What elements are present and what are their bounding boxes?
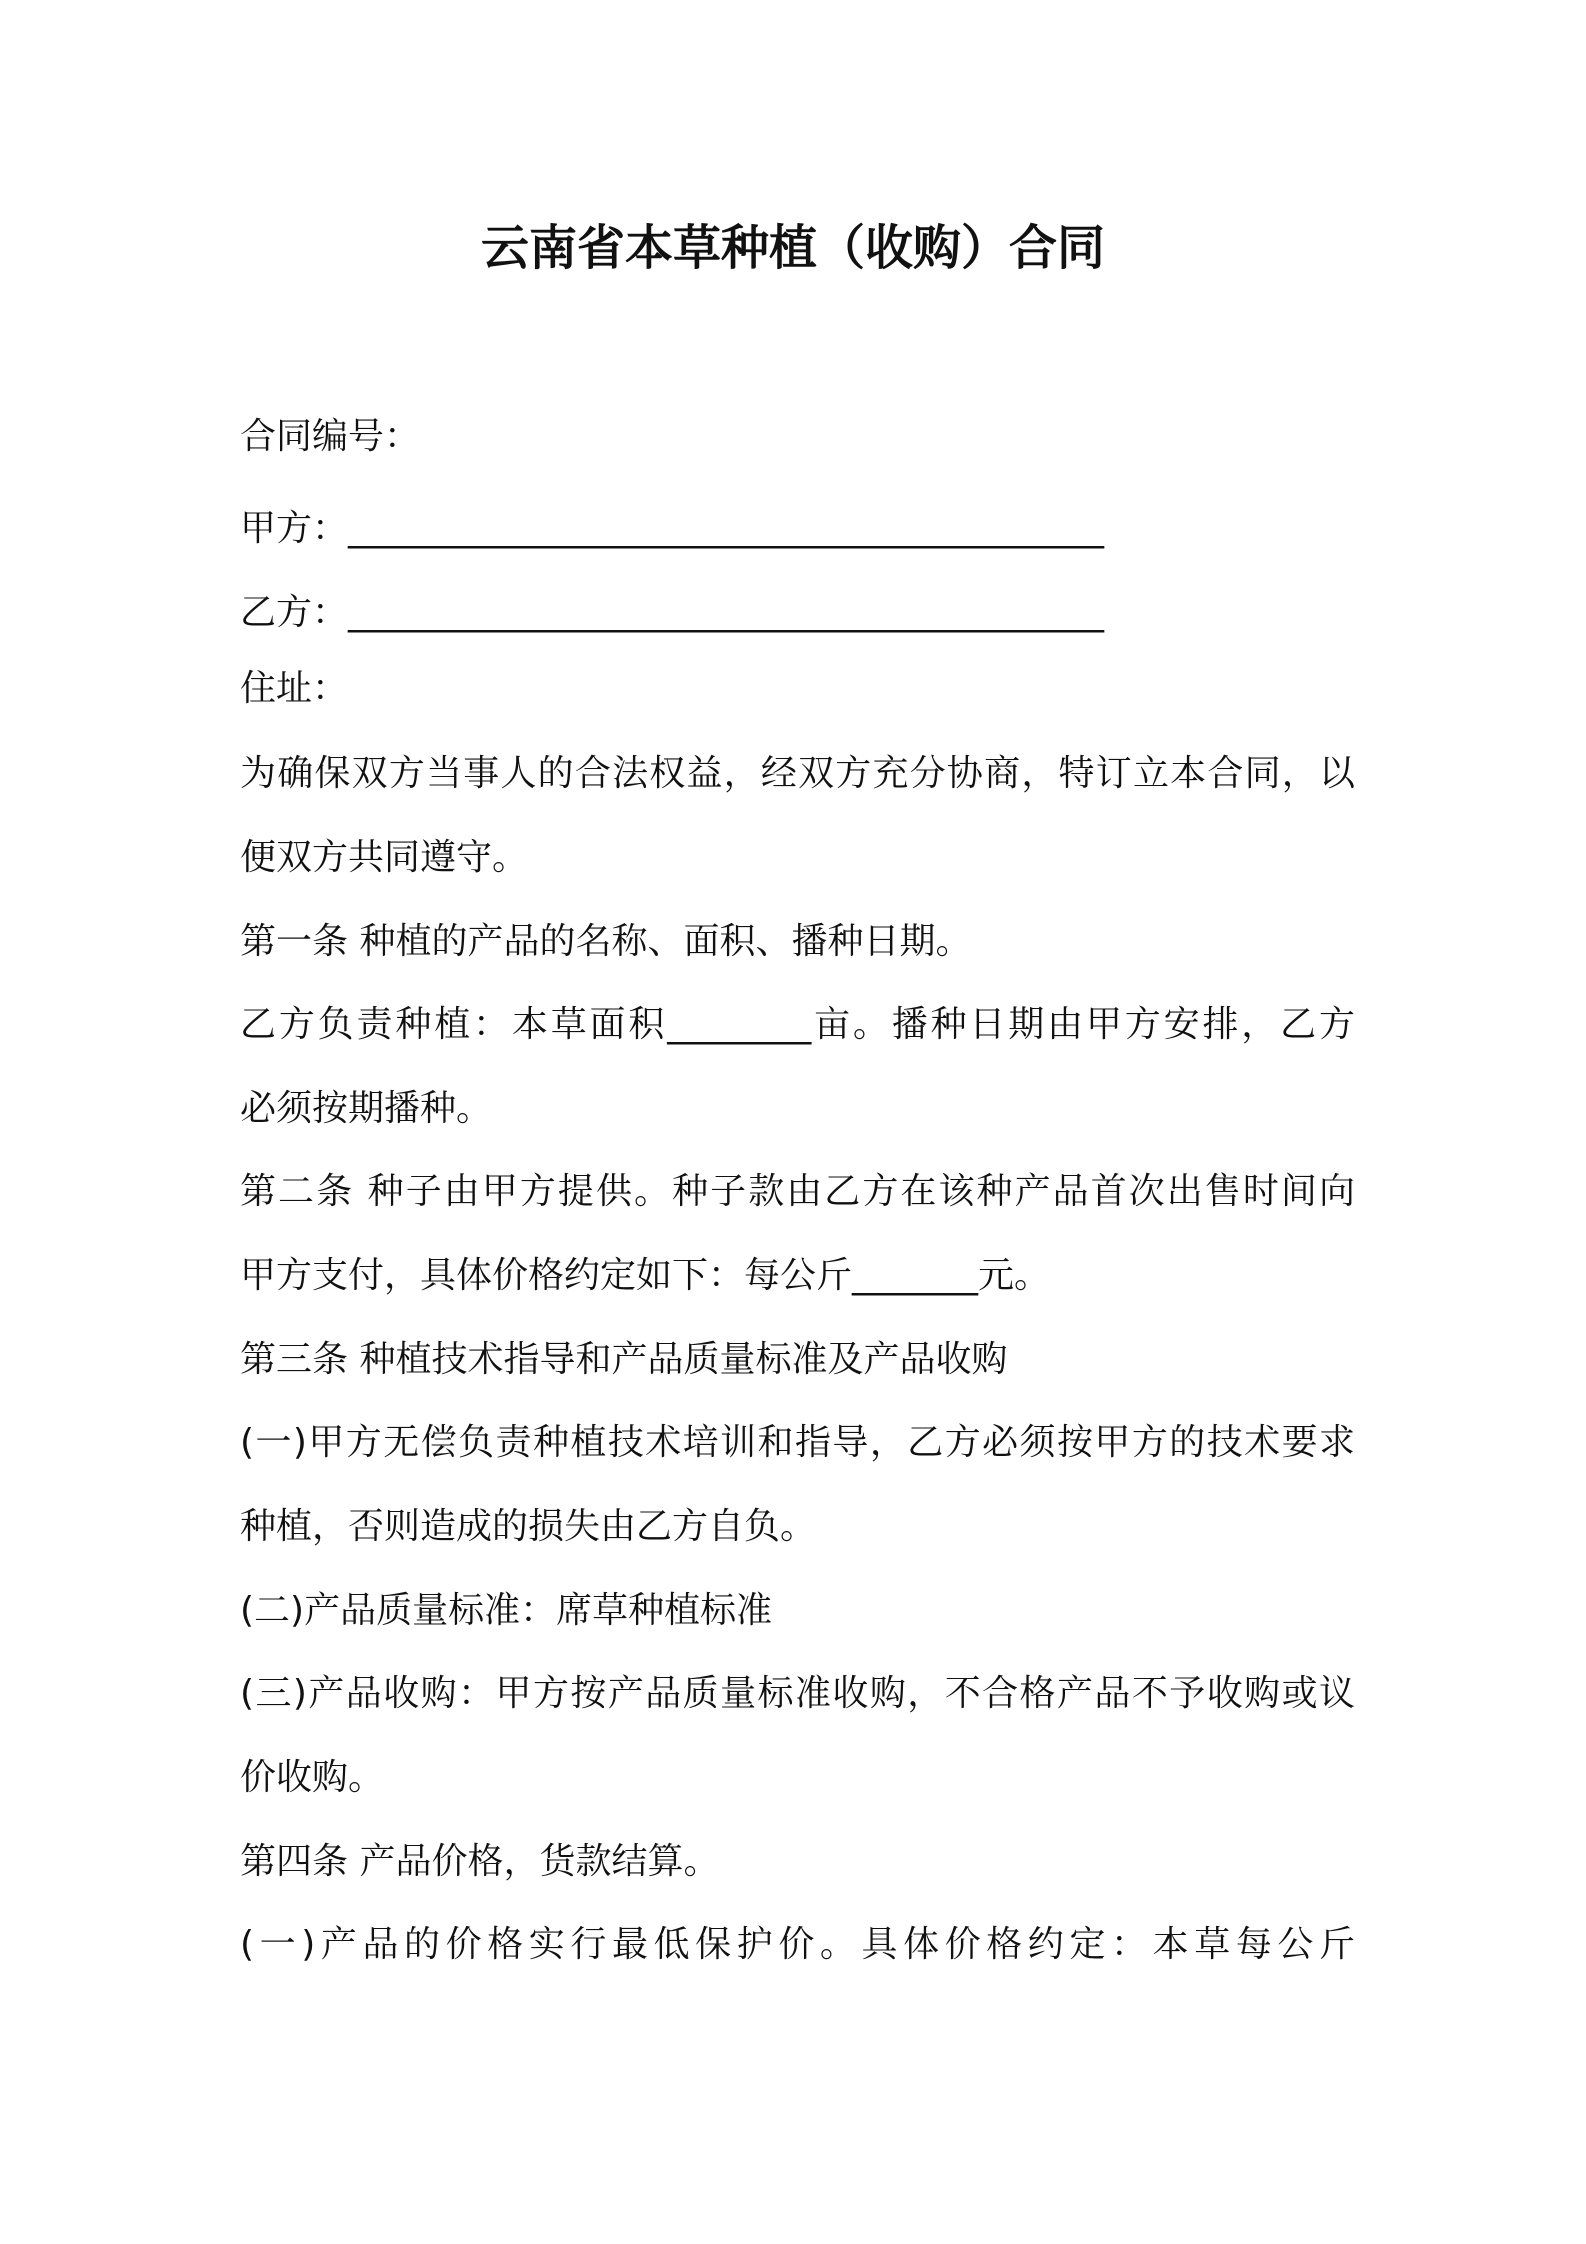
party-a-field: 甲方：__________________________________________ xyxy=(240,508,1105,549)
article-3-item-3-line-2: 价收购。 xyxy=(240,1757,385,1798)
document-title: 云南省本草种植（收购）合同 xyxy=(480,220,1105,276)
party-b-field: 乙方：__________________________________________ xyxy=(240,592,1105,633)
preamble-line-2: 便双方共同遵守。 xyxy=(240,837,529,878)
article-3-item-1-line-1: (一)甲方无偿负责种植技术培训和指导，乙方必须按甲方的技术要求 xyxy=(240,1422,1355,1463)
article-1-heading: 第一条 种植的产品的名称、面积、播种日期。 xyxy=(240,921,972,962)
article-3-heading: 第三条 种植技术指导和产品质量标准及产品收购 xyxy=(240,1339,1008,1380)
article-1-text-1: 乙方负责种植：本草面积________亩。播种日期由甲方安排，乙方 xyxy=(240,1004,1355,1045)
address-label: 住址： xyxy=(240,668,349,709)
article-2-text-2: 甲方支付，具体价格约定如下：每公斤_______元。 xyxy=(240,1255,1051,1296)
article-4-item-1: (一)产品的价格实行最低保护价。具体价格约定：本草每公斤 xyxy=(240,1924,1355,1965)
article-3-item-1-line-2: 种植，否则造成的损失由乙方自负。 xyxy=(240,1506,817,1547)
article-4-heading: 第四条 产品价格，货款结算。 xyxy=(240,1841,720,1882)
article-1-text-2: 必须按期播种。 xyxy=(240,1088,493,1129)
article-3-item-2: (二)产品质量标准：席草种植标准 xyxy=(240,1590,773,1631)
preamble-line-1: 为确保双方当事人的合法权益，经双方充分协商，特订立本合同，以 xyxy=(240,753,1355,794)
article-2-text-1: 第二条 种子由甲方提供。种子款由乙方在该种产品首次出售时间向 xyxy=(240,1171,1355,1212)
contract-number-label: 合同编号： xyxy=(240,416,421,457)
article-3-item-3-line-1: (三)产品收购：甲方按产品质量标准收购，不合格产品不予收购或议 xyxy=(240,1673,1355,1714)
